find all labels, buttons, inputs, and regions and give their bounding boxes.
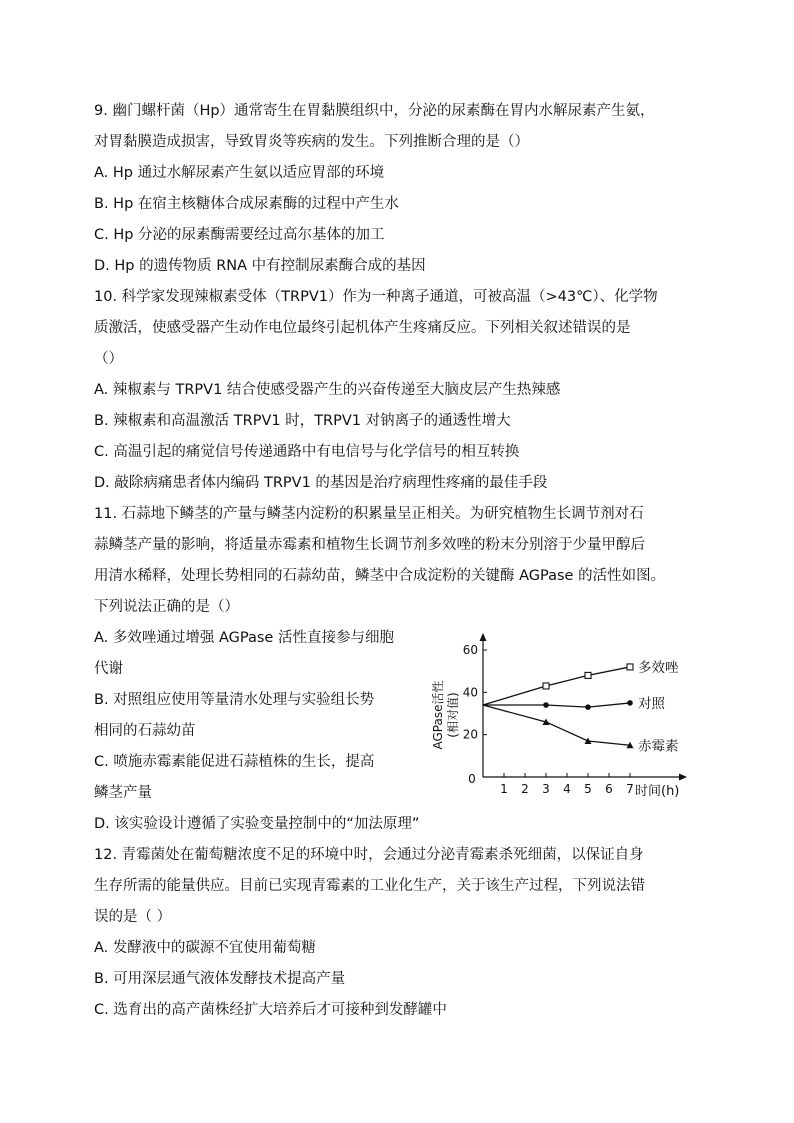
q12-stem-line-1: 12. 青霉菌处在葡萄糖浓度不足的环境中时，会通过分泌青霉素杀死细菌，以保证自身 — [94, 847, 644, 863]
q12-option-c: C. 选育出的高产菌株经扩大培养后才可接种到发酵罐中 — [94, 1002, 447, 1018]
q12-stem-line-2: 生存所需的能量供应。目前已实现青霉素的工业化生产，关于该生产过程，下列说法错 — [94, 878, 645, 894]
q11-stem-line-4: 下列说法正确的是（） — [94, 599, 239, 615]
x-axis-label: 时间(h) — [635, 784, 680, 799]
q10-stem-line-1: 10. 科学家发现辣椒素受体（TRPV1）作为一种离子通道，可被高温（>43℃）、化学物 — [94, 289, 658, 305]
q11-option-b-line-1: B. 对照组应使用等量清水处理与实验组长势 — [94, 692, 375, 708]
q9-option-a: A. Hp 通过水解尿素产生氨以适应胃部的环境 — [94, 165, 385, 181]
q11-option-a-line-1: A. 多效唑通过增强 AGPase 活性直接参与细胞 — [94, 630, 394, 646]
q12-option-b: B. 可用深层通气液体发酵技术提高产量 — [94, 971, 346, 987]
data-point-square — [627, 664, 633, 670]
chart-svg — [428, 632, 718, 804]
series-label: 赤霉素 — [638, 738, 679, 755]
x-tick-label: 6 — [605, 782, 613, 796]
q10-stem-line-3: （） — [94, 351, 123, 367]
q9-option-b: B. Hp 在宿主核糖体合成尿素酶的过程中产生水 — [94, 196, 399, 212]
origin-label: 0 — [468, 772, 476, 786]
series-line — [483, 703, 630, 707]
y-tick-label: 20 — [462, 727, 478, 742]
q11-option-b-line-2: 相同的石蒜幼苗 — [94, 723, 196, 739]
q10-option-d: D. 敲除病痛患者体内编码 TRPV1 的基因是治疗病理性疼痛的最佳手段 — [94, 475, 548, 491]
data-point-circle — [627, 700, 633, 706]
x-axis-arrow — [679, 774, 687, 781]
q9-option-d: D. Hp 的遗传物质 RNA 中有控制尿素酶合成的基因 — [94, 258, 426, 274]
q10-option-a: A. 辣椒素与 TRPV1 结合使感受器产生的兴奋传递至大脑皮层产生热辣感 — [94, 382, 561, 398]
y-tick-label: 60 — [462, 643, 478, 657]
q10-stem-line-2: 质激活，使感受器产生动作电位最终引起机体产生疼痛反应。下列相关叙述错误的是 — [94, 320, 631, 336]
q11-stem-line-1: 11. 石蒜地下鳞茎的产量与鳞茎内淀粉的积累量呈正相关。为研究植物生长调节剂对石 — [94, 506, 644, 522]
q11-option-a-line-2: 代谢 — [94, 661, 123, 677]
q9-stem-line-2: 对胃黏膜造成损害，导致胃炎等疾病的发生。下列推断合理的是（） — [94, 134, 529, 150]
q11-stem-line-3: 用清水稀释，处理长势相同的石蒜幼苗，鳞茎中合成淀粉的关键酶 AGPase 的活性如图。 — [94, 568, 666, 584]
q12-option-a: A. 发酵液中的碳源不宜使用葡萄糖 — [94, 940, 316, 956]
data-point-circle — [585, 704, 591, 710]
q11-option-c-line-2: 鳞茎产量 — [94, 785, 152, 801]
x-tick-label: 4 — [563, 782, 571, 796]
q10-option-b: B. 辣椒素和高温激活 TRPV1 时，TRPV1 对钠离子的通透性增大 — [94, 413, 511, 429]
x-tick-label: 5 — [584, 782, 592, 796]
agpase-activity-chart — [428, 632, 718, 804]
y-axis-label-2: (相对值) — [446, 692, 460, 738]
x-tick-label: 7 — [626, 782, 634, 796]
data-point-square — [543, 683, 549, 689]
q11-option-d: D. 该实验设计遵循了实验变量控制中的“加法原理” — [94, 816, 420, 832]
chart-ticks — [463, 643, 634, 796]
q10-option-c: C. 高温引起的痛觉信号传递通路中有电信号与化学信号的相互转换 — [94, 444, 520, 460]
series-label: 多效唑 — [638, 659, 679, 676]
y-axis-arrow — [480, 633, 487, 641]
q12-stem-line-3: 误的是（ ） — [94, 909, 172, 925]
q11-option-c-line-1: C. 喷施赤霉素能促进石蒜植株的生长，提高 — [94, 754, 375, 770]
series-label: 对照 — [638, 695, 665, 712]
x-tick-label: 1 — [500, 782, 508, 796]
x-tick-label: 3 — [542, 782, 550, 796]
series-line — [483, 705, 630, 745]
y-tick-label: 40 — [462, 685, 478, 700]
series-line — [483, 667, 630, 705]
q9-option-c: C. Hp 分泌的尿素酶需要经过高尔基体的加工 — [94, 227, 385, 243]
data-point-square — [585, 672, 591, 678]
data-point-circle — [543, 702, 549, 708]
chart-series — [483, 660, 679, 754]
y-axis-label-1: AGPase活性 — [431, 680, 445, 750]
q9-stem-line-1: 9. 幽门螺杆菌（Hp）通常寄生在胃黏膜组织中，分泌的尿素酶在胃内水解尿素产生氨， — [94, 103, 655, 119]
x-tick-label: 2 — [521, 782, 529, 796]
q11-stem-line-2: 蒜鳞茎产量的影响，将适量赤霉素和植物生长调节剂多效唑的粉末分别溶于少量甲醇后 — [94, 537, 645, 553]
